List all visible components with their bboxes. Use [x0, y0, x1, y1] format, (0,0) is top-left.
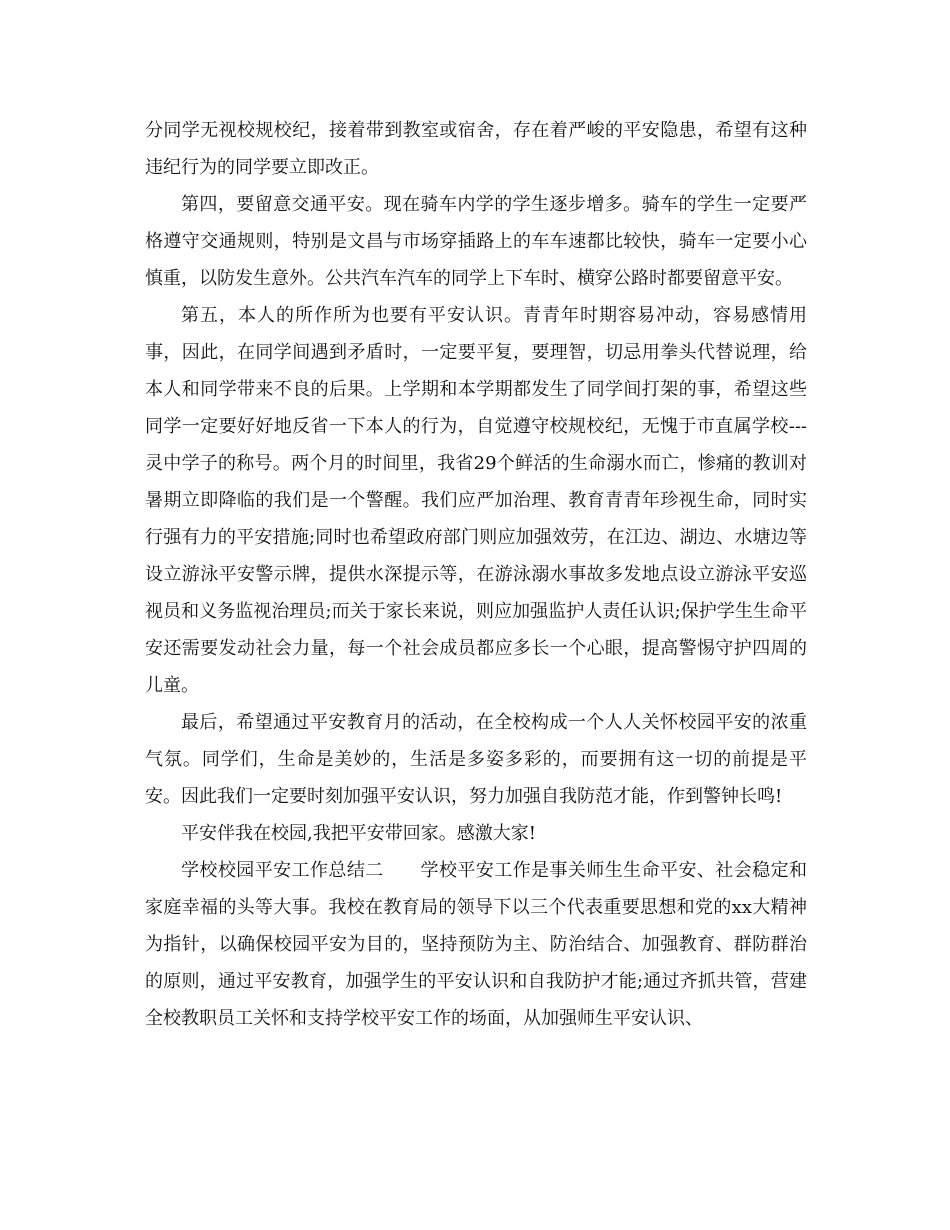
document-page — [145, 112, 807, 1037]
paragraph-conclusion: 最后，希望通过平安教育月的活动，在全校构成一个人人关怀校园平安的浓重气氛。同学们，生命是美妙的，生活是多姿多彩的，而要拥有这一切的前提是平安。因此我们一定要时刻加强平安认识，努力加强自我防范才能，作到警钟长鸣! — [145, 712, 807, 807]
paragraph-closing: 平安伴我在校园,我把平安带回家。感激大家! — [181, 823, 536, 844]
paragraph-traffic-safety: 第四，要留意交通平安。现在骑车内学的学生逐步增多。骑车的学生一定要严格遵守交通规则，特别是文昌与市场穿插路上的车车速都比较快，骑车一定要小心慎重，以防发生意外。公共汽车汽车的同学上下车时、横穿公路时都要留意平安。 — [145, 194, 807, 289]
paragraph-personal-conduct: 第五，本人的所作所为也要有平安认识。青青年时期容易冲动，容易感情用事，因此，在同学间遇到矛盾时，一定要平复，要理智，切忌用拳头代替说理，给本人和同学带来不良的后果。上学期和本学期都发生了同学间打架的事，希望这些同学一定要好好地反省一下本人的行为，自觉遵守校规校纪，无愧于市直属学校---灵中学子的称号。两个月的时间里，我省29个鲜活的生命溺水而亡，惨痛的教训对暑期立即降临的我们是一个警醒。我们应严加治理、教育青青年珍视生命，同时实行强有力的平安措施;同时也希望政府部门则应加强效劳，在江边、湖边、水塘边等设立游泳平安警示牌，提供水深提示等，在游泳溺水事故多发地点设立游泳平安巡视员和义务监视治理员;而关于家长来说，则应加强监护人责任认识;保护学生生命平安还需要发动社会力量，每一个社会成员都应多长一个心眼，提高警惕守护四周的儿童。 — [145, 305, 807, 696]
paragraph-continuation: 分同学无视校规校纪，接着带到教室或宿舍，存在着严峻的平安隐患，希望有这种违纪行为的同学要立即改正。 — [145, 120, 807, 178]
paragraph-summary-two: 学校校园平安工作总结二 学校平安工作是事关师生生命平安、社会稳定和家庭幸福的头等大事。我校在教育局的领导下以三个代表重要思想和党的xx大精神为指针，以确保校园平安为目的，坚持预防为主、防治结合、加强教育、群防群治的原则，通过平安教育，加强学生的平安认识和自我防护才能;通过齐抓共管，营建全校教职员工关怀和支持学校平安工作的场面，从加强师生平安认识、 — [145, 860, 807, 1029]
